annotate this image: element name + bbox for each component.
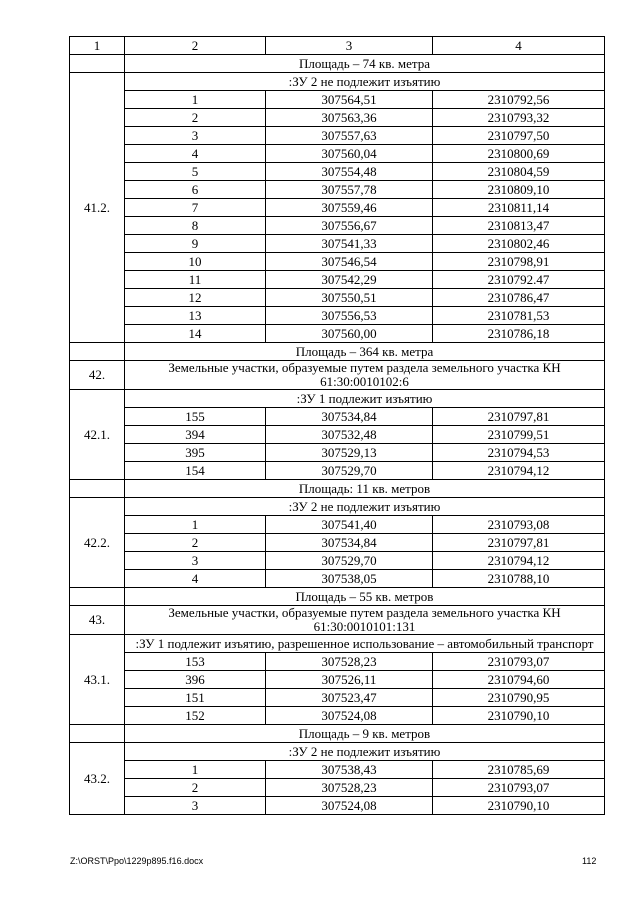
point-number: 7 <box>125 199 266 217</box>
coord-x: 307538,05 <box>266 570 433 588</box>
coord-y: 2310790,95 <box>433 689 605 707</box>
coord-y: 2310786,18 <box>433 325 605 343</box>
point-number: 154 <box>125 462 266 480</box>
coord-x: 307563,36 <box>266 109 433 127</box>
table-row <box>70 127 605 145</box>
section-number: 42.2. <box>70 498 125 588</box>
table-row <box>70 289 605 307</box>
table-row <box>70 181 605 199</box>
section-label: :ЗУ 2 не подлежит изъятию <box>125 73 605 91</box>
coord-x: 307541,40 <box>266 516 433 534</box>
coord-x: 307528,23 <box>266 653 433 671</box>
area-label: Площадь – 9 кв. метров <box>125 725 605 743</box>
point-number: 4 <box>125 145 266 163</box>
coord-x: 307529,70 <box>266 552 433 570</box>
header-cell: 2 <box>125 37 266 55</box>
point-number: 1 <box>125 761 266 779</box>
coord-y: 2310794,12 <box>433 462 605 480</box>
point-number: 10 <box>125 253 266 271</box>
point-number: 14 <box>125 325 266 343</box>
coord-y: 2310785,69 <box>433 761 605 779</box>
point-number: 6 <box>125 181 266 199</box>
table-row <box>70 271 605 289</box>
empty-cell <box>70 480 125 498</box>
coord-y: 2310794,12 <box>433 552 605 570</box>
point-number: 9 <box>125 235 266 253</box>
point-number: 3 <box>125 552 266 570</box>
point-number: 3 <box>125 127 266 145</box>
section-label: Земельные участки, образуемые путем раздела земельного участка КН 61:30:0010101:131 <box>125 606 605 635</box>
coord-x: 307534,84 <box>266 408 433 426</box>
table-row <box>70 235 605 253</box>
coord-y: 2310813,47 <box>433 217 605 235</box>
coord-x: 307564,51 <box>266 91 433 109</box>
area-label: Площадь – 364 кв. метра <box>125 343 605 361</box>
section-number: 42. <box>70 361 125 390</box>
coord-x: 307560,04 <box>266 145 433 163</box>
coord-x: 307532,48 <box>266 426 433 444</box>
coord-x: 307560,00 <box>266 325 433 343</box>
section-label-row <box>70 73 605 91</box>
table-row <box>70 145 605 163</box>
page-number: 112 <box>582 856 597 866</box>
coord-y: 2310788,10 <box>433 570 605 588</box>
section-number: 41.2. <box>70 73 125 343</box>
coord-x: 307557,78 <box>266 181 433 199</box>
point-number: 3 <box>125 797 266 815</box>
coord-y: 2310793,32 <box>433 109 605 127</box>
table-row <box>70 779 605 797</box>
coord-y: 2310794,53 <box>433 444 605 462</box>
table-row <box>70 462 605 480</box>
point-number: 2 <box>125 779 266 797</box>
header-cell: 3 <box>266 37 433 55</box>
area-row <box>70 588 605 606</box>
table-row <box>70 109 605 127</box>
table-row <box>70 671 605 689</box>
section-label-row <box>70 498 605 516</box>
coord-x: 307534,84 <box>266 534 433 552</box>
section-label-row <box>70 743 605 761</box>
coord-x: 307550,51 <box>266 289 433 307</box>
file-path: Z:\ORST\Ppo\1229p895.f16.docx <box>70 856 204 866</box>
coord-y: 2310797,50 <box>433 127 605 145</box>
table-row <box>70 163 605 181</box>
coord-x: 307542,29 <box>266 271 433 289</box>
coord-y: 2310793,07 <box>433 653 605 671</box>
section-label-row <box>70 635 605 653</box>
coord-y: 2310804,59 <box>433 163 605 181</box>
header-cell: 1 <box>70 37 125 55</box>
point-number: 394 <box>125 426 266 444</box>
table-row <box>70 516 605 534</box>
section-label: :ЗУ 2 не подлежит изъятию <box>125 498 605 516</box>
empty-cell <box>70 588 125 606</box>
area-label: Площадь: 11 кв. метров <box>125 480 605 498</box>
table-row <box>70 761 605 779</box>
section-label-row <box>70 361 605 390</box>
section-label: :ЗУ 1 подлежит изъятию, разрешенное использование – автомобильный транспорт <box>125 635 605 653</box>
coord-y: 2310792.47 <box>433 271 605 289</box>
table-row <box>70 552 605 570</box>
point-number: 151 <box>125 689 266 707</box>
table-row <box>70 426 605 444</box>
coord-y: 2310800,69 <box>433 145 605 163</box>
section-number: 43.1. <box>70 635 125 725</box>
area-row <box>70 343 605 361</box>
coord-y: 2310786,47 <box>433 289 605 307</box>
section-label-row <box>70 390 605 408</box>
coord-x: 307556,53 <box>266 307 433 325</box>
coord-x: 307557,63 <box>266 127 433 145</box>
point-number: 5 <box>125 163 266 181</box>
point-number: 155 <box>125 408 266 426</box>
area-label: Площадь – 55 кв. метров <box>125 588 605 606</box>
point-number: 8 <box>125 217 266 235</box>
table-row <box>70 253 605 271</box>
header-cell: 4 <box>433 37 605 55</box>
section-label: :ЗУ 1 подлежит изъятию <box>125 390 605 408</box>
table-row <box>70 444 605 462</box>
section-label: :ЗУ 2 не подлежит изъятию <box>125 743 605 761</box>
coord-y: 2310797,81 <box>433 534 605 552</box>
section-label: Земельные участки, образуемые путем раздела земельного участка КН 61:30:0010102:6 <box>125 361 605 390</box>
coord-x: 307526,11 <box>266 671 433 689</box>
empty-cell <box>70 55 125 73</box>
point-number: 1 <box>125 516 266 534</box>
coord-y: 2310790,10 <box>433 707 605 725</box>
coord-x: 307538,43 <box>266 761 433 779</box>
table-row <box>70 570 605 588</box>
coord-x: 307541,33 <box>266 235 433 253</box>
table-row <box>70 689 605 707</box>
point-number: 12 <box>125 289 266 307</box>
point-number: 153 <box>125 653 266 671</box>
coord-x: 307528,23 <box>266 779 433 797</box>
table-row <box>70 325 605 343</box>
section-label-row <box>70 606 605 635</box>
coord-y: 2310811,14 <box>433 199 605 217</box>
coord-y: 2310793,07 <box>433 779 605 797</box>
table-row <box>70 217 605 235</box>
table-row <box>70 307 605 325</box>
section-number: 42.1. <box>70 390 125 480</box>
table-row <box>70 408 605 426</box>
coordinates-table <box>69 36 605 815</box>
coord-y: 2310809,10 <box>433 181 605 199</box>
coord-x: 307559,46 <box>266 199 433 217</box>
point-number: 13 <box>125 307 266 325</box>
point-number: 11 <box>125 271 266 289</box>
area-row <box>70 480 605 498</box>
point-number: 395 <box>125 444 266 462</box>
point-number: 2 <box>125 109 266 127</box>
coord-y: 2310794,60 <box>433 671 605 689</box>
coord-x: 307546,54 <box>266 253 433 271</box>
coord-y: 2310793,08 <box>433 516 605 534</box>
coord-x: 307556,67 <box>266 217 433 235</box>
coord-y: 2310781,53 <box>433 307 605 325</box>
coord-y: 2310798,91 <box>433 253 605 271</box>
coord-y: 2310790,10 <box>433 797 605 815</box>
point-number: 152 <box>125 707 266 725</box>
point-number: 4 <box>125 570 266 588</box>
coord-x: 307523,47 <box>266 689 433 707</box>
area-row <box>70 55 605 73</box>
coord-x: 307524,08 <box>266 707 433 725</box>
coord-x: 307554,48 <box>266 163 433 181</box>
coord-y: 2310802,46 <box>433 235 605 253</box>
empty-cell <box>70 725 125 743</box>
area-row <box>70 725 605 743</box>
table-row <box>70 707 605 725</box>
table-row <box>70 199 605 217</box>
coord-y: 2310799,51 <box>433 426 605 444</box>
coord-x: 307529,13 <box>266 444 433 462</box>
coord-y: 2310792,56 <box>433 91 605 109</box>
table-row <box>70 534 605 552</box>
point-number: 2 <box>125 534 266 552</box>
coord-x: 307529,70 <box>266 462 433 480</box>
table-row <box>70 653 605 671</box>
section-number: 43.2. <box>70 743 125 815</box>
section-number: 43. <box>70 606 125 635</box>
empty-cell <box>70 343 125 361</box>
table-row <box>70 91 605 109</box>
table-row <box>70 797 605 815</box>
point-number: 396 <box>125 671 266 689</box>
coord-y: 2310797,81 <box>433 408 605 426</box>
area-label: Площадь – 74 кв. метра <box>125 55 605 73</box>
header-row <box>70 37 605 55</box>
point-number: 1 <box>125 91 266 109</box>
coord-x: 307524,08 <box>266 797 433 815</box>
